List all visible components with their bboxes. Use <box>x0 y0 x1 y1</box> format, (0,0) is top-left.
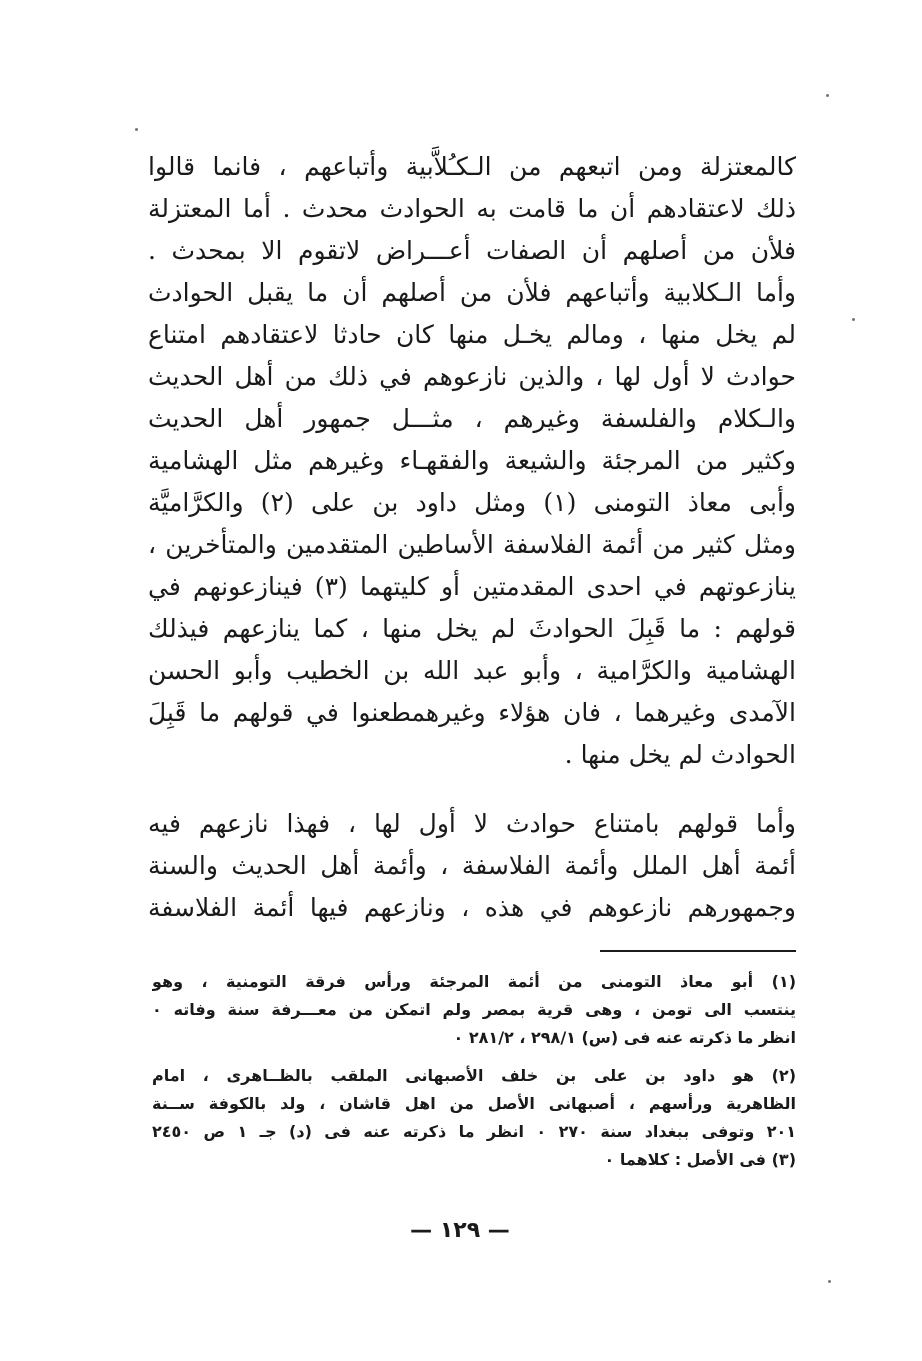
footnote-line: الظاهرية ورأسهم ، أصبهانى الأصل من اهل قاشان ، ولد بالكوفة ســنة <box>152 1094 796 1113</box>
text-line: والـكلام والفلسفة وغيرهم ، مثـــل جمهور أهل الحديث <box>148 404 796 433</box>
scan-speck <box>852 318 855 321</box>
footnote-line: انظر ما ذكرته عنه فى (س) ٢٩٨/١ ، ٢٨١/٢ ٠ <box>453 1028 796 1047</box>
footnote-3 <box>152 1146 796 1174</box>
text-line: أئمة أهل الملل وأئمة الفلاسفة ، وأئمة أهل الحديث والسنة <box>148 851 796 880</box>
text-line: الحوادث لم يخل منها . <box>564 740 796 769</box>
text-line: وجمهورهم نازعوهم في هذه ، ونازعهم فيها أئمة الفلاسفة <box>148 893 796 922</box>
scan-speck <box>828 1280 831 1283</box>
text-line: كالمعتزلة ومن اتبعهم من الـكـُلاَّبية وأتباعهم ، فانما قالوا <box>148 152 796 181</box>
text-line: وأما الـكلابية وأتباعهم فلأن من أصلهم أن ما يقبل الحوادث <box>148 278 796 307</box>
text-line: لم يخل منها ، ومالم يخـل منها كان حادثا لاعتقادهم امتناع <box>148 320 796 349</box>
text-line: الآمدى وغيرهما ، فان هؤلاء وغيرهمطعنوا في قولهم ما قَبِلَ <box>148 698 796 727</box>
paragraph-2 <box>148 803 796 929</box>
text-line: ذلك لاعتقادهم أن ما قامت به الحوادث محدث . أما المعتزلة <box>148 194 796 223</box>
text-line: ينازعوتهم في احدى المقدمتين أو كليتهما (٣) فينازعونهم في <box>148 572 796 601</box>
scan-speck <box>826 94 829 97</box>
footnote-line: (٢) هو داود بن على بن خلف الأصبهانى الملقب بالظــاهرى ، امام <box>152 1066 796 1085</box>
text-line: حوادث لا أول لها ، والذين نازعوهم في ذلك من أهل الحديث <box>148 362 796 391</box>
footnote-spacer <box>152 1052 796 1062</box>
footnote-separator <box>600 950 796 952</box>
text-line: فلأن من أصلهم أن الصفات أعـــراض لاتقوم الا بمحدث . <box>148 236 796 265</box>
text-line: وأما قولهم بامتناع حوادث لا أول لها ، فهذا نازعهم فيه <box>148 809 796 838</box>
text-line: ومثل كثير من أئمة الفلاسفة الأساطين المتقدمين والمتأخرين ، <box>148 530 796 559</box>
text-line: وكثير من المرجئة والشيعة والفقهـاء وغيرهم مثل الهشامية <box>148 446 796 475</box>
footnote-line: (١) أبو معاذ التومنى من أئمة المرجئة ورأس فرقة التومنية ، وهو <box>152 972 796 991</box>
footnote-line: ٢٠١ وتوفى ببغداد سنة ٢٧٠ ٠ انظر ما ذكرته عنه فى (د) جـ ١ ص ٢٤٥٠ <box>152 1122 796 1141</box>
footnote-1 <box>152 968 796 1052</box>
footnotes <box>152 968 796 1174</box>
footnote-line: (٣) فى الأصل : كلاهما ٠ <box>604 1150 796 1169</box>
footnote-line: ينتسب الى تومن ، وهى قرية بمصر ولم اتمكن من معـــرفة سنة وفاته ٠ <box>152 1000 796 1019</box>
main-text <box>148 146 796 929</box>
text-line: الهشامية والكرَّامية ، وأبو عبد الله بن الخطيب وأبو الحسن <box>148 656 796 685</box>
text-line: قولهم : ما قَبِلَ الحوادثَ لم يخل منها ، كما ينازعهم فيذلك <box>148 614 796 643</box>
scan-speck <box>135 128 138 131</box>
paragraph-spacer <box>148 776 796 803</box>
paragraph-1 <box>148 146 796 776</box>
footnote-2 <box>152 1062 796 1146</box>
page-number: — ١٢٩ — <box>410 1218 510 1243</box>
text-line: وأبى معاذ التومنى (١) ومثل داود بن على (٢) والكرَّاميَّة <box>148 488 796 517</box>
